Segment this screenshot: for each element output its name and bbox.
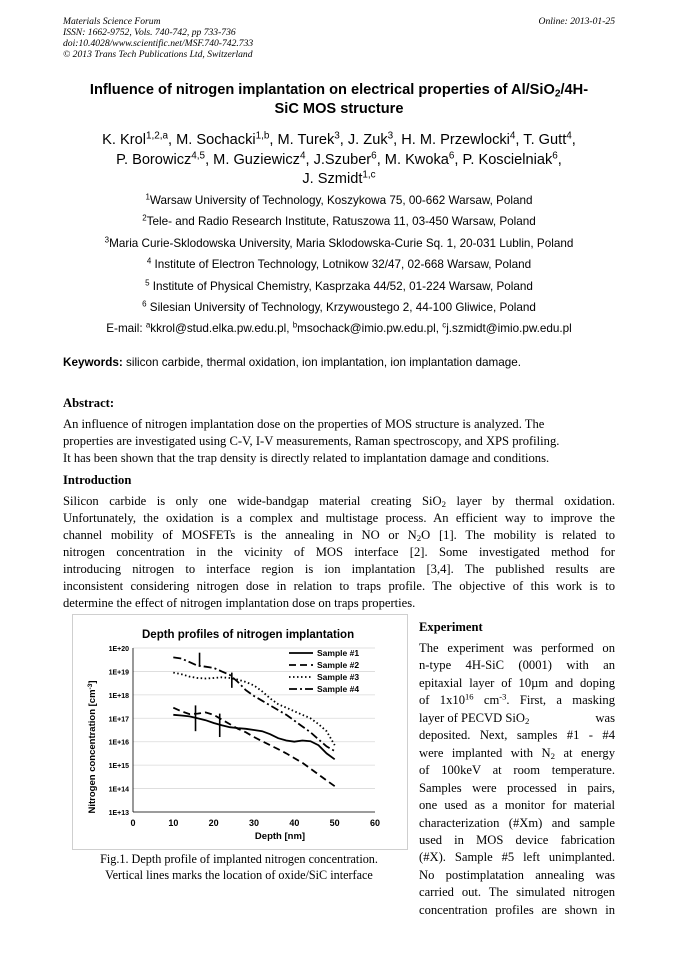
- x-tick-label: 40: [289, 818, 300, 828]
- email-link-a[interactable]: kkrol@stud.elka.pw.edu.pl,: [150, 322, 293, 336]
- paper-title: Influence of nitrogen implantation on electrical properties of Al/SiO$_2$/4H- SiC MOS structure: [89, 82, 589, 117]
- y-tick-label: 1E+16: [108, 739, 129, 747]
- introduction-text: Silicon carbide is only one wide-bandgap material creating SiO$_2$ layer by thermal oxidation. Unfortunately, the oxidation is a complex and multistage process. An efficient way to improve the channel mobility of MOSFETs is the annealing in NO or $N_2O$ [1]. The mobility is related to nitrogen concentration in the vicinity of MOS interface [2]. Some investigated method for introducing nitrogen to interface region is ion implantation [3,4]. The published results are inconsistent considering nitrogen dose in relation to traps profile. The objective of this work is to determine the effect of nitrogen implantation dose on traps properties.: [63, 494, 615, 610]
- chart-title: Depth profiles of nitrogen implantation: [142, 629, 355, 641]
- y-tick-label: 1E+14: [108, 786, 129, 794]
- x-tick-label: 60: [369, 818, 381, 828]
- experiment-text: The experiment was performed on n-type 4H-SiC (0001) with an epitaxial layer of 10µm and doping of $1x10^{16}$ $cm^{-3}$. First, a masking layer of PECVD SiO$_2$ was deposited. Next, samples #1 - #4 were implanted with $N_2$ at energy of 100keV at room temperature. Samples were processed in pairs, one used as a monitor for material characterization (#Xm) and sample used in MOS device fabrication (#X). Sample #5 left unimplanted. No postimplatation annealing was carried out. The simulated nitrogen concentration profiles are shown in: [419, 641, 615, 917]
- y-tick-label: 1E+15: [108, 763, 129, 771]
- affiliations: [60, 190, 618, 340]
- affiliation-1: $^1$Warsaw University of Technology, Koszykowa 75, 00-662 Warsaw, Poland: [145, 192, 533, 207]
- y-tick-label: 1E+18: [108, 692, 129, 700]
- affiliation-2: $^2$Tele- and Radio Research Institute, Ratuszowa 11, 03-450 Warsaw, Poland: [142, 214, 536, 229]
- figure-1: [72, 614, 408, 850]
- keywords: Keywords: silicon carbide, thermal oxidation, ion implantation, ion implantation damage.: [63, 356, 522, 369]
- abstract-heading: Abstract:: [63, 396, 115, 410]
- nitrogen-depth-profile-chart: [73, 615, 407, 849]
- x-tick-label: 20: [208, 818, 219, 828]
- journal-header: [63, 16, 253, 60]
- introduction-heading: Introduction: [63, 473, 132, 487]
- x-axis-label: Depth [nm]: [254, 831, 306, 842]
- affiliation-3: $^3$Maria Curie-Sklodowska University, Maria Sklodowska-Curie Sq. 1, 20-031 Lublin, Poland: [104, 235, 574, 250]
- x-tick-label: 10: [168, 818, 179, 828]
- y-tick-label: 1E+17: [108, 716, 129, 724]
- online-date: Online: 2013-01-25: [538, 16, 615, 27]
- legend-label: Sample #2: [317, 660, 360, 670]
- y-tick-label: 1E+13: [108, 810, 129, 817]
- author-list: K. Krol$^{1,2,a}$, M. Sochacki$^{1,b}$, M. Turek$^3$, J. Zuk$^3$, H. M. Przewlocki$^4$, T. Gutt$^4$, P. Borowicz$^{4,5}$, M. Guziewicz$^4$, J.Szuber$^6$, M. Kwoka$^6$, P. Koscielniak$^6$, J. Szmidt$^{1,c}$: [102, 130, 576, 187]
- affiliation-4: $^4$ Institute of Electron Technology, Lotnikow 32/47, 02-668 Warsaw, Poland: [146, 256, 532, 272]
- x-tick-label: 30: [248, 818, 260, 828]
- issn: ISSN: 1662-9752, Vols. 740-742, pp 733-736: [63, 27, 236, 38]
- figure-caption: Fig.1. Depth profile of implanted nitrogen concentration. Vertical lines marks the location of oxide/SiC interface: [100, 852, 378, 882]
- email-link-c[interactable]: j.szmidt@imio.pw.edu.pl: [446, 322, 572, 336]
- email-link-b[interactable]: msochack@imio.pw.edu.pl,: [297, 322, 443, 336]
- series-line-sample-2: [173, 708, 334, 787]
- legend-label: Sample #4: [317, 684, 360, 694]
- x-tick-label: 50: [329, 818, 340, 828]
- experiment-heading: Experiment: [419, 620, 483, 634]
- legend-label: Sample #3: [317, 672, 360, 682]
- email-line: E-mail: $^a$kkrol@stud.elka.pw.edu.pl, $^b$msochack@imio.pw.edu.pl, $^c$j.szmidt@imio.pw.edu.pl: [106, 320, 572, 336]
- journal-name: Materials Science Forum: [63, 16, 161, 27]
- doi: doi:10.4028/www.scientific.net/MSF.740-742.733: [63, 38, 254, 49]
- affiliation-6: $^6$ Silesian University of Technology, Krzywoustego 2, 44-100 Gliwice, Poland: [142, 299, 536, 314]
- legend-label: Sample #1: [317, 648, 360, 658]
- abstract-text: An influence of nitrogen implantation dose on the properties of MOS structure is analyzed. The properties are investigated using C-V, I-V measurements, Raman spectroscopy, and XPS profiling. It has been shown that the trap density is directly related to implantation damage and conditions.: [63, 417, 560, 465]
- affiliation-5: $^5$ Institute of Physical Chemistry, Kasprzaka 44/52, 01-224 Warsaw, Poland: [145, 278, 533, 293]
- series-line-sample-3: [173, 673, 334, 746]
- y-axis-label: Nitrogen concentration $[cm^{-3}]$: [87, 680, 98, 814]
- copyright: © 2013 Trans Tech Publications Ltd, Switzerland: [63, 49, 253, 60]
- y-tick-label: 1E+20: [108, 646, 129, 653]
- x-tick-label: 0: [130, 818, 136, 828]
- y-tick-label: 1E+19: [108, 669, 129, 677]
